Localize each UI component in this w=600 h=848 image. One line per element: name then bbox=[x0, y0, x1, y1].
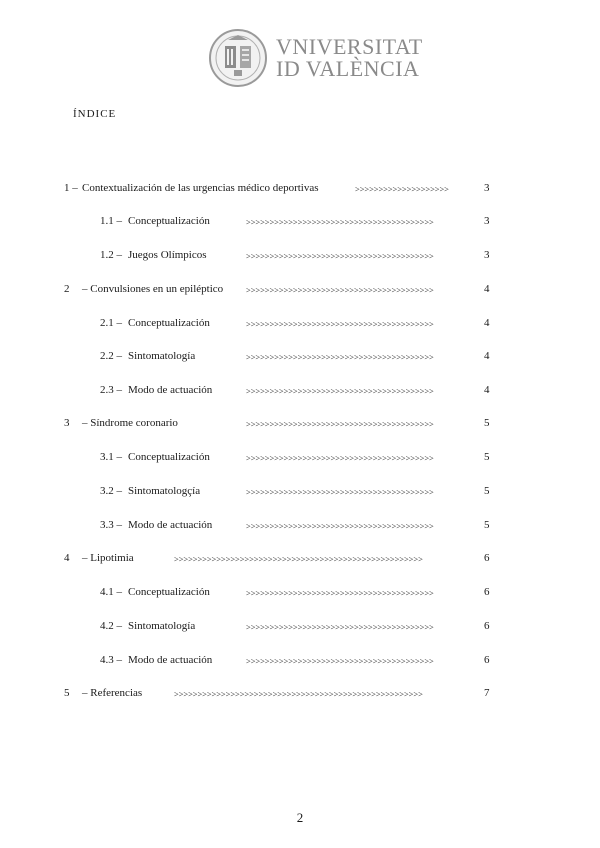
toc-number: 4 bbox=[64, 552, 70, 564]
toc-row[interactable] bbox=[0, 449, 600, 465]
toc-label: Conceptualización bbox=[128, 586, 210, 598]
toc-leader: >>>>>>>>>>>>>>>>>>>>>>>>>>>>>>>>>>>>>>>> bbox=[246, 487, 434, 497]
toc-page: 7 bbox=[484, 687, 490, 699]
index-title: ÍNDICE bbox=[73, 108, 117, 120]
toc-page: 4 bbox=[484, 283, 490, 295]
toc-label: Conceptualización bbox=[128, 317, 210, 329]
toc-label: – Lipotimia bbox=[82, 552, 134, 564]
toc-page: 6 bbox=[484, 552, 490, 564]
toc-label: Modo de actuación bbox=[128, 654, 213, 666]
toc-row[interactable] bbox=[0, 618, 600, 634]
toc-number: 2.2 – bbox=[100, 350, 122, 362]
toc-label: Contextualización de las urgencias médico deportivas bbox=[82, 182, 319, 194]
toc-leader: >>>>>>>>>>>>>>>>>>>>>>>>>>>>>>>>>>>>>>>> bbox=[246, 453, 434, 463]
toc-label: Sintomatologçía bbox=[128, 485, 201, 497]
toc-row[interactable] bbox=[0, 550, 600, 566]
toc-page: 5 bbox=[484, 417, 490, 429]
toc-label: Modo de actuación bbox=[128, 384, 213, 396]
toc-page: 4 bbox=[484, 384, 490, 396]
university-seal-icon bbox=[208, 28, 268, 88]
toc-number: 2.3 – bbox=[100, 384, 122, 396]
toc-row[interactable] bbox=[0, 247, 600, 263]
toc-page: 3 bbox=[484, 249, 490, 261]
toc-leader: >>>>>>>>>>>>>>>>>>>>>>>>>>>>>>>>>>>>>>>> bbox=[246, 251, 434, 261]
toc-page: 3 bbox=[484, 182, 490, 194]
toc-leader: >>>>>>>>>>>>>>>>>>>>>>>>>>>>>>>>>>>>>>>> bbox=[246, 419, 434, 429]
toc-label: Conceptualización bbox=[128, 451, 210, 463]
page-number: 2 bbox=[296, 810, 304, 825]
toc-label: – Síndrome coronario bbox=[82, 417, 178, 429]
toc-label: Sintomatología bbox=[128, 350, 196, 362]
toc-number: 1.2 – bbox=[100, 249, 122, 261]
university-logo bbox=[208, 26, 423, 96]
toc-label: – Referencias bbox=[82, 687, 143, 699]
toc-label: Sintomatología bbox=[128, 620, 196, 632]
toc-leader: >>>>>>>>>>>>>>>>>>>>>>>>>>>>>>>>>>>>>>>>>>>>>>>>>>>>> bbox=[174, 689, 423, 699]
toc-number: 1.1 – bbox=[100, 215, 122, 227]
toc-page: 4 bbox=[484, 350, 490, 362]
toc-leader: >>>>>>>>>>>>>>>>>>>>>>>>>>>>>>>>>>>>>>>> bbox=[246, 622, 434, 632]
toc-label: Juegos Olímpicos bbox=[128, 249, 207, 261]
toc-leader: >>>>>>>>>>>>>>>>>>>>>>>>>>>>>>>>>>>>>>>> bbox=[246, 319, 434, 329]
university-name bbox=[276, 36, 423, 80]
toc-leader: >>>>>>>>>>>>>>>>>>>>>>>>>>>>>>>>>>>>>>>> bbox=[246, 656, 434, 666]
toc-page: 4 bbox=[484, 317, 490, 329]
toc-number: 3.1 – bbox=[100, 451, 122, 463]
toc-number: 4.3 – bbox=[100, 654, 122, 666]
toc-number: 3.3 – bbox=[100, 519, 122, 531]
toc-leader: >>>>>>>>>>>>>>>>>>>>>>>>>>>>>>>>>>>>>>>> bbox=[246, 521, 434, 531]
logo-line-2: ID VALÈNCIA bbox=[276, 56, 420, 81]
toc-page: 3 bbox=[484, 215, 490, 227]
toc-row[interactable] bbox=[0, 584, 600, 600]
toc-leader: >>>>>>>>>>>>>>>>>>>> bbox=[355, 184, 449, 194]
logo-line-1: VNIVERSITAT bbox=[276, 34, 423, 59]
toc-row[interactable] bbox=[0, 415, 600, 431]
toc-row[interactable] bbox=[0, 348, 600, 364]
toc-label: Conceptualización bbox=[128, 215, 210, 227]
toc-page: 5 bbox=[484, 485, 490, 497]
toc-row[interactable] bbox=[0, 382, 600, 398]
toc-leader: >>>>>>>>>>>>>>>>>>>>>>>>>>>>>>>>>>>>>>>> bbox=[246, 217, 434, 227]
toc-number: 4.1 – bbox=[100, 586, 122, 598]
toc-leader: >>>>>>>>>>>>>>>>>>>>>>>>>>>>>>>>>>>>>>>>>>>>>>>>>>>>> bbox=[174, 554, 423, 564]
toc-leader: >>>>>>>>>>>>>>>>>>>>>>>>>>>>>>>>>>>>>>>> bbox=[246, 588, 434, 598]
toc-page: 5 bbox=[484, 451, 490, 463]
toc-leader: >>>>>>>>>>>>>>>>>>>>>>>>>>>>>>>>>>>>>>>> bbox=[246, 386, 434, 396]
toc-row[interactable] bbox=[0, 213, 600, 229]
toc-number: 2.1 – bbox=[100, 317, 122, 329]
toc-number: 3 bbox=[64, 417, 70, 429]
toc-row[interactable] bbox=[0, 180, 600, 196]
toc-page: 6 bbox=[484, 654, 490, 666]
toc-row[interactable] bbox=[0, 483, 600, 499]
toc-page: 6 bbox=[484, 586, 490, 598]
toc-page: 5 bbox=[484, 519, 490, 531]
toc-number: 4.2 – bbox=[100, 620, 122, 632]
toc-leader: >>>>>>>>>>>>>>>>>>>>>>>>>>>>>>>>>>>>>>>> bbox=[246, 352, 434, 362]
toc-number: 2 bbox=[64, 283, 70, 295]
toc-row[interactable] bbox=[0, 652, 600, 668]
toc-number: 3.2 – bbox=[100, 485, 122, 497]
toc-row[interactable] bbox=[0, 517, 600, 533]
toc-leader: >>>>>>>>>>>>>>>>>>>>>>>>>>>>>>>>>>>>>>>> bbox=[246, 285, 434, 295]
toc-row[interactable] bbox=[0, 685, 600, 701]
toc-number: 5 bbox=[64, 687, 70, 699]
toc-page: 6 bbox=[484, 620, 490, 632]
toc-row[interactable] bbox=[0, 315, 600, 331]
toc-row[interactable] bbox=[0, 281, 600, 297]
toc-label: – Convulsiones en un epiléptico bbox=[82, 283, 224, 295]
toc-label: Modo de actuación bbox=[128, 519, 213, 531]
toc-number: 1 – bbox=[64, 182, 78, 194]
